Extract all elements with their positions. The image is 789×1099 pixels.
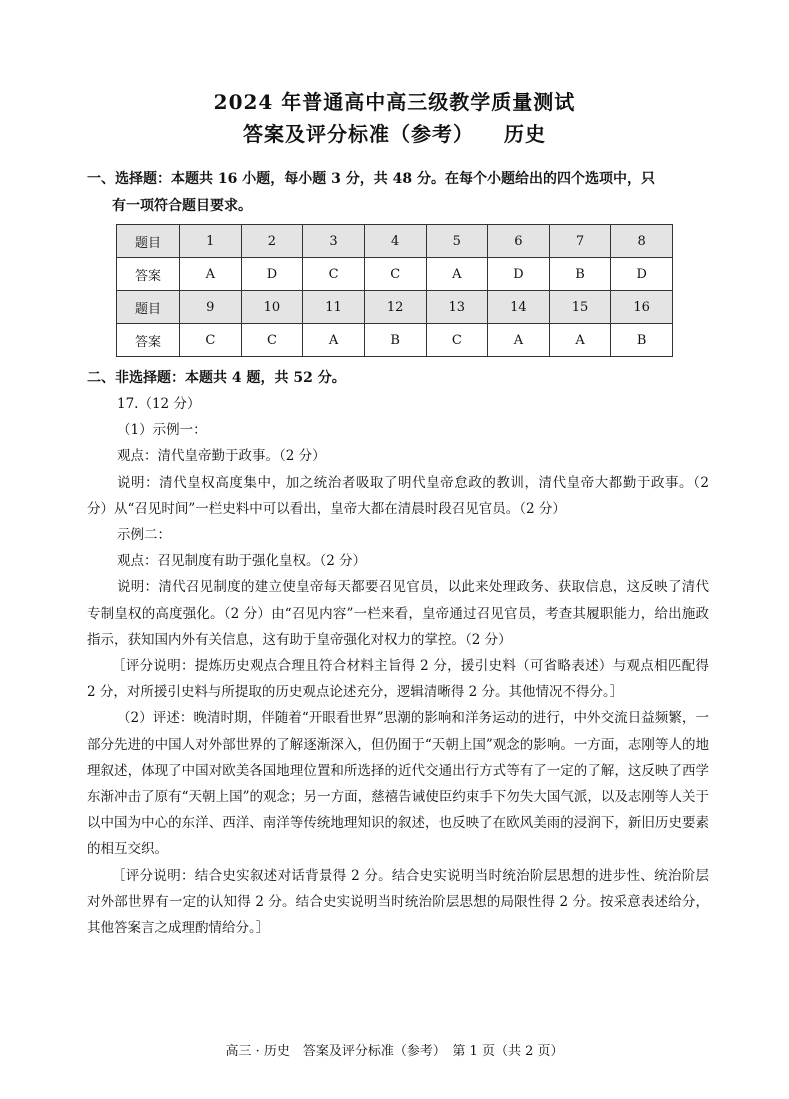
answer-cell: C [180,324,242,357]
answer-cell: D [241,258,303,291]
answer-cell: A [426,258,488,291]
question-number: 8 [611,225,673,258]
section-1-line-2: 有一项符合题目要求。 [112,198,252,214]
document-title: 2024 年普通高中高三级教学质量测试 [213,90,576,114]
question-number: 2 [241,225,303,258]
table-row-answers-2 [117,324,673,357]
document-subtitle [0,118,789,147]
answer-cell: C [426,324,488,357]
question-number: 5 [426,225,488,258]
question-17-answer [87,391,709,941]
q17-heading: 17.（12 分） [117,396,201,412]
table-row-questions-1 [117,225,673,258]
q17-part2-commentary: （2）评述：晚清时期，伴随着“开眼看世界”思潮的影响和洋务运动的进行，中外交流日益频繁，一部分先进的中国人对外部世界的了解逐渐深入，但仍囿于“天朝上国”观念的影响。一方面，志刚等人的地理叙述，体现了中国对欧美各国地理位置和所选择的近代交通出行方式等有了一定的了解，这反映了西学东渐冲击了原有“天朝上国”的观念；另一方面，慈禧告诫使臣约束手下勿失大国气派，以及志刚等人关于以中国为中心的东洋、西洋、南洋等传统地理知识的叙述，也反映了在欧风美雨的浸润下，新旧历史要素的相互交织。 [87,710,709,858]
question-number: 9 [180,291,242,324]
row-label-question: 题目 [117,225,180,258]
answer-cell: C [241,324,303,357]
table-row-answers-1 [117,258,673,291]
answer-cell: A [488,324,550,357]
answer-cell: D [488,258,550,291]
answer-cell: D [611,258,673,291]
page-footer: 高三 · 历史 答案及评分标准（参考） 第 1 页（共 2 页） [225,1044,564,1059]
example1-view: 观点：清代皇帝勤于政事。（2 分） [117,448,326,465]
question-number: 12 [364,291,426,324]
table-row-questions-2 [117,291,673,324]
question-number: 1 [180,225,242,258]
subject-label: 历史 [504,122,546,146]
answer-cell: B [611,324,673,357]
question-number: 6 [488,225,550,258]
row-label-answer: 答案 [117,258,180,291]
answer-table [116,224,673,357]
question-number: 4 [364,225,426,258]
question-number: 3 [303,225,365,258]
section-1-line-1: 一、选择题：本题共 16 小题，每小题 3 分，共 48 分。在每个小题给出的四个选项中，只 [87,171,655,187]
question-number: 15 [549,291,611,324]
answer-cell: B [549,258,611,291]
question-number: 11 [303,291,365,324]
example2-label: 示例二： [117,527,171,544]
scoring-note-1: ［评分说明：提炼历史观点合理且符合材料主旨得 2 分，援引史料（可省略表述）与观点相匹配得 2 分，对所援引史料与所提取的历史观点论述充分，逻辑清晰得 2 分。其他情况不得分。］ [87,658,709,701]
scoring-note-2: ［评分说明：结合史实叙述对话背景得 2 分。结合史实说明当时统治阶层思想的进步性、统治阶层对外部世界有一定的认知得 2 分。结合史实说明当时统治阶层思想的局限性得 2 分。按采意表述给分，其他答案言之成理酌情给分。］ [87,867,709,937]
example2-view: 观点：召见制度有助于强化皇权。（2 分） [117,553,367,570]
subtitle-text: 答案及评分标准（参考） [243,122,474,146]
question-number: 16 [611,291,673,324]
question-number: 14 [488,291,550,324]
example1-explanation: 说明：清代皇权高度集中，加之统治者吸取了明代皇帝怠政的教训，清代皇帝大都勤于政事。（2 分）从“召见时间”一栏史料中可以看出，皇帝大都在清晨时段召见官员。（2 分） [87,474,709,517]
answer-cell: C [303,258,365,291]
answer-cell: B [364,324,426,357]
row-label-answer: 答案 [117,324,180,357]
answer-cell: A [303,324,365,357]
answer-cell: A [549,324,611,357]
row-label-question: 题目 [117,291,180,324]
section-2-heading: 二、非选择题：本题共 4 题，共 52 分。 [87,370,346,386]
question-number: 10 [241,291,303,324]
example2-explanation: 说明：清代召见制度的建立使皇帝每天都要召见官员，以此来处理政务、获取信息，这反映了清代专制皇权的高度强化。（2 分）由“召见内容”一栏来看，皇帝通过召见官员，考查其履职能力，给出施政指示，获知国内外有关信息，这有助于皇帝强化对权力的掌控。（2 分） [87,579,709,648]
question-number: 7 [549,225,611,258]
answer-cell: C [364,258,426,291]
section-1-instructions [87,166,712,220]
q17-part1-label: （1）示例一： [117,422,207,439]
answer-cell: A [180,258,242,291]
question-number: 13 [426,291,488,324]
